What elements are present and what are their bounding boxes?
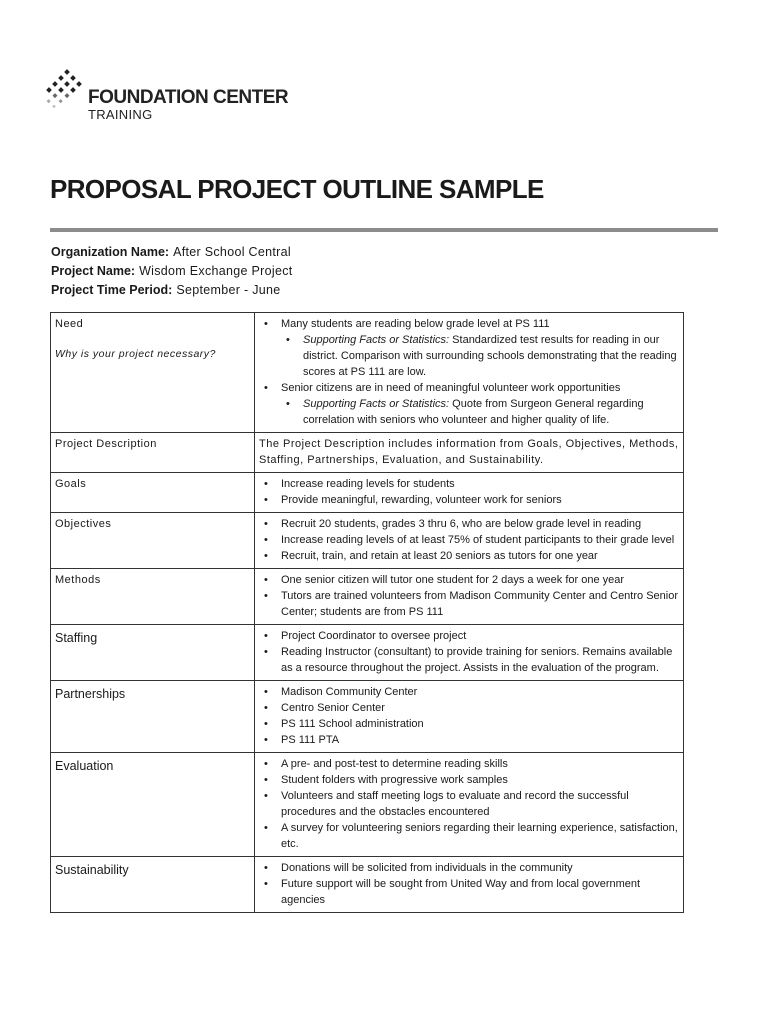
need-list	[259, 316, 679, 428]
meta-label: Project Time Period:	[51, 283, 173, 297]
project-meta	[51, 243, 293, 300]
list-item: • Project Coordinator to oversee project	[281, 628, 679, 644]
list-item: • A pre- and post-test to determine reading skills	[281, 756, 679, 772]
table-row-goals	[51, 473, 684, 513]
table-row-staffing	[51, 625, 684, 681]
row-label-cell: Goals	[51, 473, 255, 513]
project-name-row	[51, 262, 293, 281]
list-item: • PS 111 School administration	[281, 716, 679, 732]
list-item: • Provide meaningful, rewarding, volunteer work for seniors	[281, 492, 679, 508]
logo-title: FOUNDATION CENTER	[88, 87, 289, 108]
row-label-cell: Project Description	[51, 433, 255, 473]
row-label-cell: Staffing	[51, 625, 255, 681]
list-item: • Recruit 20 students, grades 3 thru 6, who are below grade level in reading	[281, 516, 679, 532]
diamond-dot-grid-icon	[46, 68, 88, 110]
meta-value: September - June	[176, 283, 281, 297]
list-item: • Donations will be solicited from individuals in the community	[281, 860, 679, 876]
objectives-list	[259, 516, 679, 564]
table-row-need	[51, 313, 684, 433]
document-title: PROPOSAL PROJECT OUTLINE SAMPLE	[50, 174, 544, 204]
list-item: • PS 111 PTA	[281, 732, 679, 748]
row-label-cell: Objectives	[51, 513, 255, 569]
supporting-facts-text: Standardized test results for reading in our district. Comparison with surrounding schools demonstrating that the reading scores at PS 111 are low.	[303, 334, 677, 378]
row-content-cell	[255, 513, 684, 569]
table-row-methods	[51, 569, 684, 625]
need-item-text: Many students are reading below grade level at PS 111	[281, 318, 550, 330]
list-item: • Recruit, train, and retain at least 20 seniors as tutors for one year	[281, 548, 679, 564]
row-content-cell	[255, 681, 684, 753]
list-item: • Volunteers and staff meeting logs to evaluate and record the successful procedures and the obstacles encountered	[281, 788, 679, 820]
list-item: • Reading Instructor (consultant) to provide training for seniors. Remains available as a resource throughout the project. Assists in the evaluation of the program.	[281, 644, 679, 676]
list-item	[303, 332, 679, 380]
list-item	[303, 396, 679, 428]
supporting-facts-label: Supporting Facts or Statistics:	[303, 334, 450, 346]
sustainability-list	[259, 860, 679, 908]
list-item: • One senior citizen will tutor one student for 2 days a week for one year	[281, 572, 679, 588]
row-label-cell: Methods	[51, 569, 255, 625]
row-content-cell	[255, 569, 684, 625]
list-item	[281, 316, 679, 380]
list-item: • Centro Senior Center	[281, 700, 679, 716]
need-item-text: Senior citizens are in need of meaningful volunteer work opportunities	[281, 382, 621, 394]
meta-label: Organization Name:	[51, 245, 170, 259]
meta-label: Project Name:	[51, 264, 136, 278]
meta-value: Wisdom Exchange Project	[139, 264, 293, 278]
list-item: • Madison Community Center	[281, 684, 679, 700]
foundation-center-logo	[46, 68, 289, 124]
supporting-facts-text: Quote from Surgeon General regarding correlation with seniors who volunteer and higher quality of life.	[303, 398, 644, 426]
goals-list	[259, 476, 679, 508]
title-divider	[50, 228, 718, 232]
row-content-cell	[255, 625, 684, 681]
list-item: • Student folders with progressive work samples	[281, 772, 679, 788]
list-item: • Tutors are trained volunteers from Madison Community Center and Centro Senior Center; students are from PS 111	[281, 588, 679, 620]
list-item: • Increase reading levels of at least 75% of student participants to their grade level	[281, 532, 679, 548]
staffing-list	[259, 628, 679, 676]
partnerships-list	[259, 684, 679, 748]
supporting-facts-label: Supporting Facts or Statistics:	[303, 398, 450, 410]
list-item	[281, 380, 679, 428]
list-item: • Future support will be sought from United Way and from local government agencies	[281, 876, 679, 908]
row-content-cell	[255, 857, 684, 913]
row-label-cell: Sustainability	[51, 857, 255, 913]
need-question: Why is your project necessary?	[55, 348, 216, 360]
row-label-cell	[51, 313, 255, 433]
table-row-partnerships	[51, 681, 684, 753]
table-row-project-description	[51, 433, 684, 473]
row-label-cell: Partnerships	[51, 681, 255, 753]
organization-name-row	[51, 243, 293, 262]
methods-list	[259, 572, 679, 620]
need-label: Need	[55, 318, 84, 330]
need-sub-list	[281, 396, 679, 428]
logo-subtitle: TRAINING	[88, 107, 153, 122]
meta-value: After School Central	[173, 245, 291, 259]
row-label-cell: Evaluation	[51, 753, 255, 857]
table-row-objectives	[51, 513, 684, 569]
row-content-cell	[255, 753, 684, 857]
row-content-cell	[255, 473, 684, 513]
project-description-text: The Project Description includes information from Goals, Objectives, Methods, Staffing, Partnerships, Evaluation, and Sustainability.	[255, 433, 684, 473]
row-content-cell	[255, 313, 684, 433]
proposal-outline-table	[50, 312, 684, 913]
table-row-sustainability	[51, 857, 684, 913]
table-row-evaluation	[51, 753, 684, 857]
project-time-period-row	[51, 281, 293, 300]
list-item: • A survey for volunteering seniors regarding their learning experience, satisfaction, etc.	[281, 820, 679, 852]
list-item: • Increase reading levels for students	[281, 476, 679, 492]
need-sub-list	[281, 332, 679, 380]
evaluation-list	[259, 756, 679, 852]
